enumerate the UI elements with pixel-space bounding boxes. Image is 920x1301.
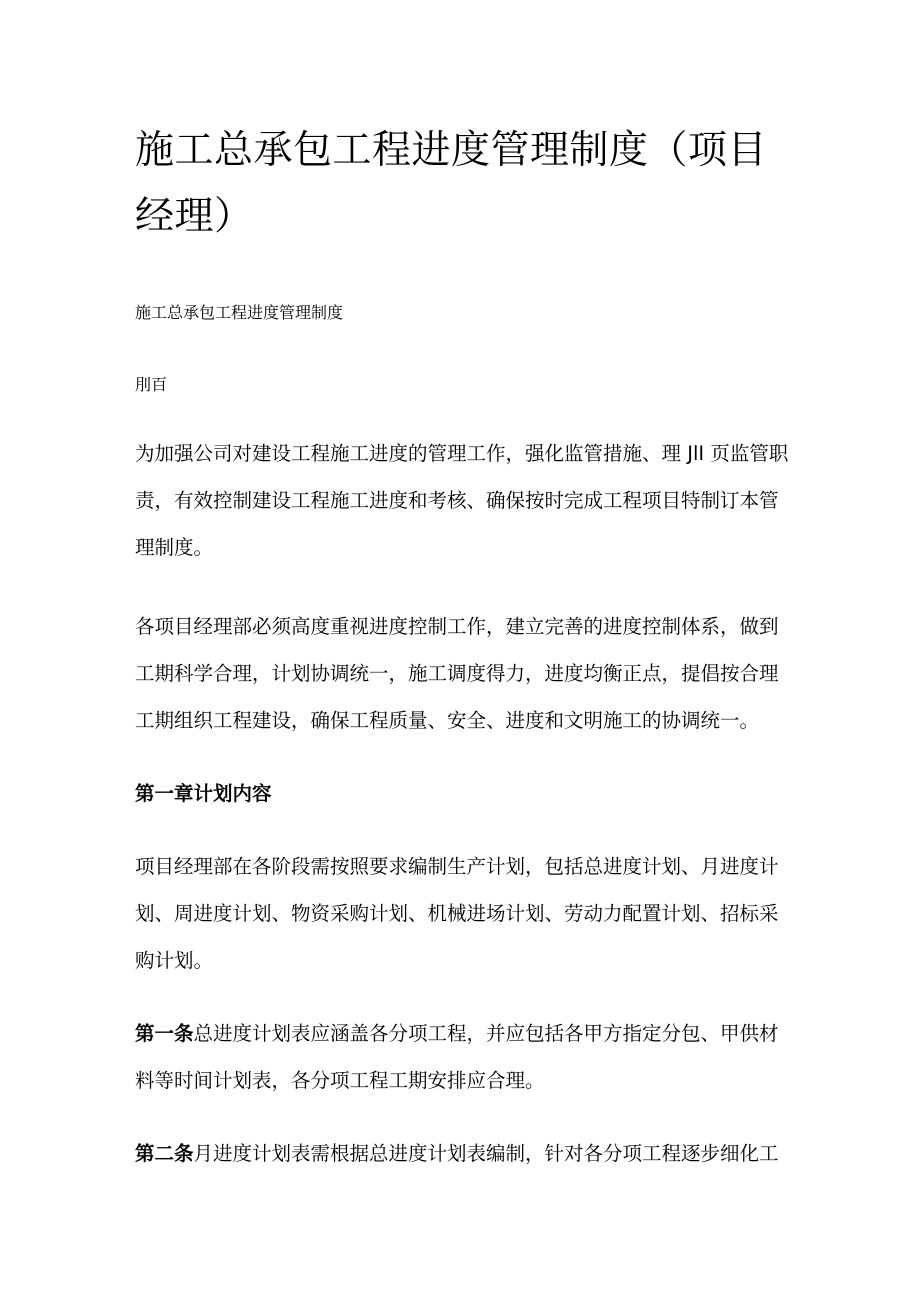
article-1 xyxy=(135,1010,793,1104)
document-title: 施工总承包工程进度管理制度（项目经理） xyxy=(135,128,768,239)
article-1-label: 第一条 xyxy=(135,1022,194,1045)
article-2-label: 第二条 xyxy=(135,1142,194,1165)
chapter-heading: 第一章计划内容 xyxy=(135,782,272,805)
intro-paragraph-1: 为加强公司对建设工程施工进度的管理工作，强化监管措施、理 JlI 页监管职责，有效控制建设工程施工进度和考核、确保按时完成工程项目特制订本管理制度。 xyxy=(135,442,789,559)
article-1-text: 总进度计划表应涵盖各分项工程，并应包括各甲方指定分包、甲供材料等时间计划表，各分项工程工期安排应合理。 xyxy=(135,1022,779,1092)
document-subtitle: 施工总承包工程进度管理制度 xyxy=(135,303,344,322)
intro-paragraph-2: 各项目经理部必须高度重视进度控制工作，建立完善的进度控制体系，做到工期科学合理，计划协调统一，施工调度得力，进度均衡正点，提倡按合理工期组织工程建设，确保工程质量、安全、进度和文明施工的协调统一。 xyxy=(135,615,779,732)
article-2-text: 月进度计划表需根据总进度计划表编制，针对各分项工程逐步细化工 xyxy=(193,1142,779,1165)
preface-heading: 刖百 xyxy=(135,375,168,394)
article-2 xyxy=(135,1130,793,1177)
chapter-content-paragraph: 项目经理部在各阶段需按照要求编制生产计划，包括总进度计划、月进度计划、周进度计划、物资采购计划、机械进场计划、劳动力配置计划、招标采购计划。 xyxy=(135,855,779,972)
